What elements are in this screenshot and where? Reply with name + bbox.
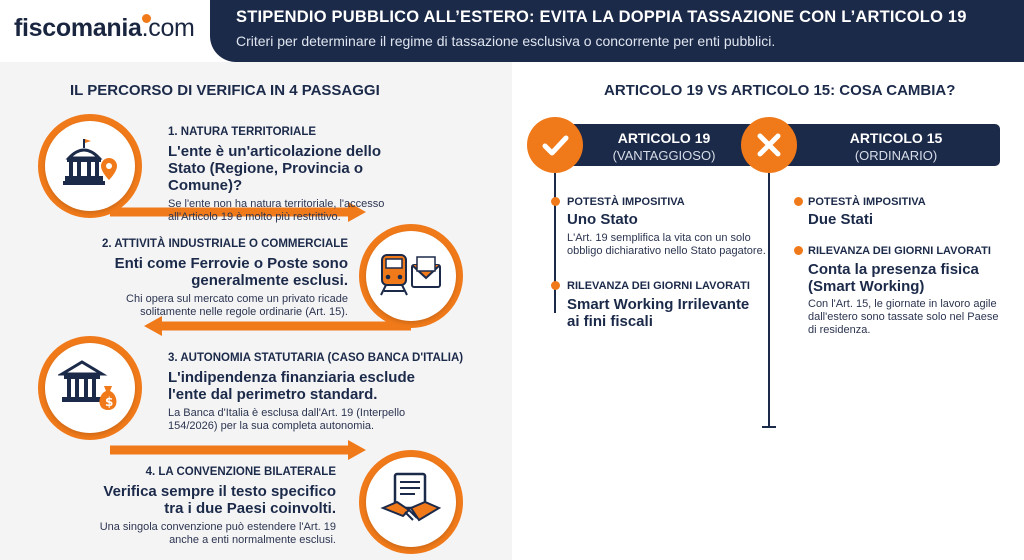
brand-name: fiscomania xyxy=(14,14,142,42)
step-4 xyxy=(96,466,336,547)
step-4-number: 4. LA CONVENZIONE BILATERALE xyxy=(145,466,336,478)
step-3 xyxy=(168,352,464,433)
art15-item-1-label: POTESTÀ IMPOSITIVA xyxy=(808,196,926,208)
cross-icon xyxy=(741,117,797,173)
art19-item-2-label: RILEVANZA DEI GIORNI LAVORATI xyxy=(567,280,750,292)
comparison-section-title: ARTICOLO 19 VS ARTICOLO 15: COSA CAMBIA? xyxy=(604,82,956,99)
step-2-description: Chi opera sul mercato come un privato ricade solitamente nelle regole ordinarie (Art. 15). xyxy=(126,293,348,318)
art19-item-1-value: Uno Stato xyxy=(567,211,638,228)
step-4-icon-circle xyxy=(366,457,456,547)
verification-path-panel xyxy=(0,62,512,560)
art19-item-1-label: POTESTÀ IMPOSITIVA xyxy=(567,196,685,208)
path-section-title: IL PERCORSO DI VERIFICA IN 4 PASSAGGI xyxy=(70,82,380,99)
svg-text:$: $ xyxy=(105,394,114,409)
art15-item-2-label: RILEVANZA DEI GIORNI LAVORATI xyxy=(808,245,991,257)
step-1-description: Se l'ente non ha natura territoriale, l'accesso all'Articolo 19 è molto più restrittivo. xyxy=(168,198,385,223)
step-2-number: 2. ATTIVITÀ INDUSTRIALE O COMMERCIALE xyxy=(102,238,348,250)
train-envelope-icon xyxy=(378,249,444,304)
step-3-heading: L'indipendenza finanziaria esclude l'ente dal perimetro standard. xyxy=(168,369,415,403)
art19-bullet-2 xyxy=(551,281,560,290)
art15-bullet-2 xyxy=(794,246,803,255)
step-1 xyxy=(168,126,408,224)
art19-item-1-description: L'Art. 19 semplifica la vita con un solo obbligo dichiarativo nello Stato pagatore. xyxy=(567,232,766,257)
header-banner xyxy=(210,0,1024,62)
art19-sublabel: (VANTAGGIOSO) xyxy=(612,148,716,163)
step-1-heading: L'ente è un'articolazione dello Stato (Regione, Provincia o Comune)? xyxy=(168,143,382,194)
art15-bullet-1 xyxy=(794,197,803,206)
step-3-icon-circle xyxy=(45,343,135,433)
art19-timeline xyxy=(554,173,556,313)
art15-label: ARTICOLO 15 xyxy=(849,130,943,146)
art15-timeline-end xyxy=(762,426,776,428)
art15-timeline xyxy=(768,173,770,427)
step-3-description: La Banca d'Italia è esclusa dall'Art. 19 (Interpello 154/2026) per la sua completa autonomia. xyxy=(168,407,406,432)
art19-bullet-1 xyxy=(551,197,560,206)
step-4-heading: Verifica sempre il testo specifico tra i due Paesi coinvolti. xyxy=(103,483,336,517)
art19-item-2-value: Smart Working Irrilevante ai fini fiscali xyxy=(567,296,750,330)
brand-logo xyxy=(14,14,195,43)
art15-item-2-description: Con l'Art. 15, le giornate in lavoro agile dall'estero sono tassate solo nel Paese di residenza. xyxy=(808,298,999,336)
step-2-heading: Enti come Ferrovie o Poste sono generalmente esclusi. xyxy=(114,255,348,289)
step-1-number: 1. NATURA TERRITORIALE xyxy=(168,126,317,138)
step-2-icon-circle xyxy=(366,231,456,321)
step-3-number: 3. AUTONOMIA STATUTARIA (CASO BANCA D'ITALIA) xyxy=(168,352,464,364)
checkmark-icon xyxy=(527,117,583,173)
art15-sublabel: (ORDINARIO) xyxy=(854,148,938,163)
step-4-description: Una singola convenzione può estendere l'Art. 19 anche a enti normalmente esclusi. xyxy=(99,521,336,546)
brand-tld: .com xyxy=(141,14,195,42)
government-building-location-icon xyxy=(59,136,121,197)
bank-money-bag-icon xyxy=(58,358,122,419)
step-2 xyxy=(100,238,348,319)
art15-item-1-value: Due Stati xyxy=(808,211,874,228)
art15-item-2-value: Conta la presenza fisica (Smart Working) xyxy=(808,261,979,295)
art19-label: ARTICOLO 19 xyxy=(617,130,711,146)
page-subtitle: Criteri per determinare il regime di tassazione esclusiva o concorrente per enti pubblici. xyxy=(236,33,776,49)
step-1-icon-circle xyxy=(45,121,135,211)
page-title: STIPENDIO PUBBLICO ALL’ESTERO: EVITA LA DOPPIA TASSAZIONE CON L’ARTICOLO 19 xyxy=(236,8,967,26)
document-handshake-icon xyxy=(379,472,443,533)
